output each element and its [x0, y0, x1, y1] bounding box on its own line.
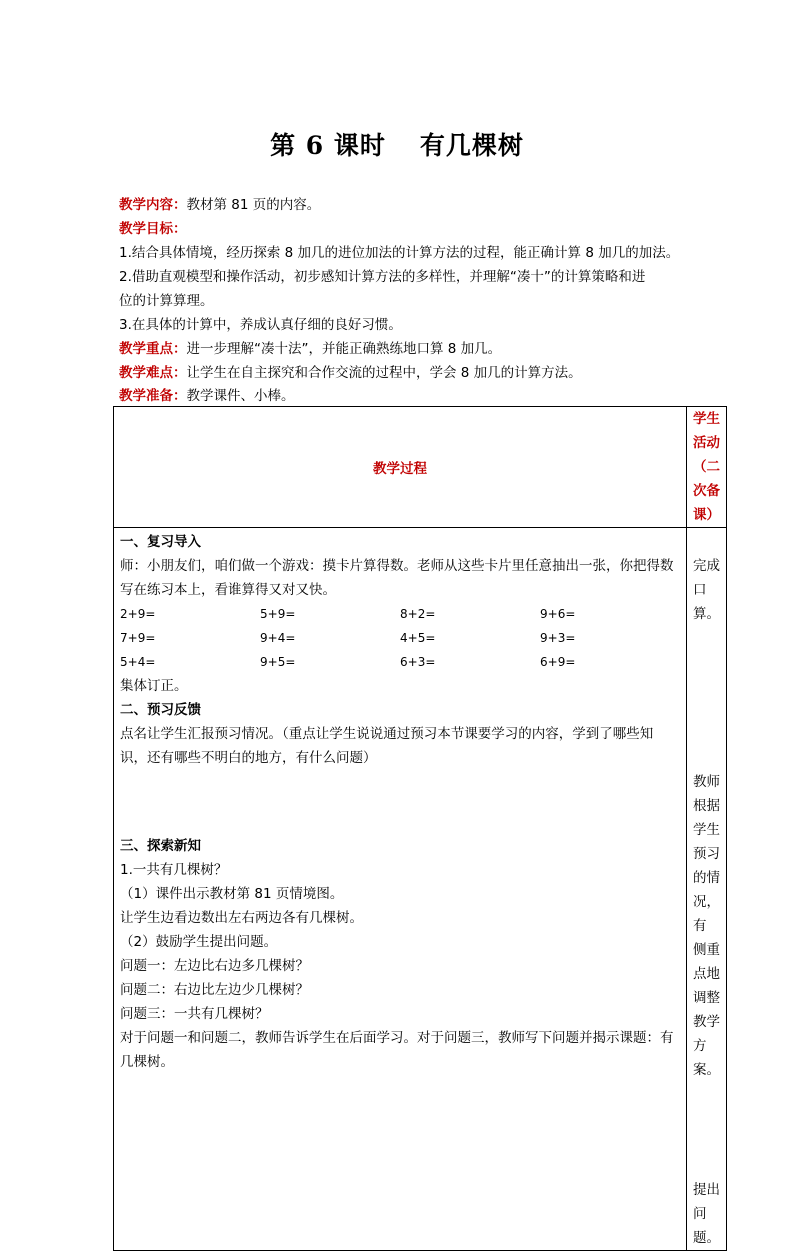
lesson-table [113, 406, 727, 1251]
equation: 7+9= [120, 631, 156, 645]
equation: 9+6= [540, 607, 576, 621]
title-part2: 有几棵树 [419, 131, 524, 160]
section3-line: 1.一共有几棵树？ [120, 862, 228, 878]
equation: 5+9= [260, 607, 296, 621]
teaching-preparation [119, 384, 709, 408]
key-label: 教学重点： [119, 341, 187, 357]
section1-heading: 一、复习导入 [120, 534, 201, 550]
side-note-2-line: 预习的情况，有 [693, 846, 720, 934]
title-part1: 第 6 课时 [270, 131, 386, 160]
content-text: 教材第 81 页的内容。 [186, 197, 321, 213]
header-teaching-process: 教学过程 [114, 407, 687, 528]
equation: 9+4= [260, 631, 296, 645]
table-header-row [114, 407, 727, 528]
equation: 8+2= [400, 607, 436, 621]
teaching-content [119, 193, 709, 217]
equation-row [120, 626, 680, 650]
section1-closing: 集体订正。 [120, 678, 188, 694]
lesson-title [0, 126, 794, 162]
goals-label: 教学目标： [119, 221, 187, 237]
section2-heading: 二、预习反馈 [120, 702, 201, 718]
difficult-label: 教学难点： [119, 365, 187, 381]
side-note-1: 完成口算。 [693, 558, 720, 622]
section3-line: 让学生边看边数出左右两边各有几棵树。 [120, 910, 363, 926]
section3-line: 问题三：一共有几棵树？ [120, 1006, 269, 1022]
key-text: 进一步理解“凑十法”，并能正确熟练地口算 8 加几。 [186, 341, 502, 357]
side-note-2-line: 教师根据学生 [693, 774, 720, 838]
blank-space [120, 770, 680, 834]
teaching-key-point [119, 337, 709, 361]
goal-2-line-2: 位的计算算理。 [119, 293, 214, 309]
equation: 6+9= [540, 655, 576, 669]
teaching-process-cell [114, 528, 687, 1251]
section3-line: （2）鼓励学生提出问题。 [120, 934, 278, 950]
goal-1: 1.结合具体情境，经历探索 8 加几的进位加法的计算方法的过程，能正确计算 8 加几的加法。 [119, 245, 680, 261]
equation: 9+5= [260, 655, 296, 669]
goal-2-line-1: 2.借助直观模型和操作活动，初步感知计算方法的多样性，并理解“凑十”的计算策略和进 [119, 269, 646, 285]
equation: 6+3= [400, 655, 436, 669]
side-spacer [693, 626, 720, 770]
table-body-row [114, 528, 727, 1251]
section2-text: 点名让学生汇报预习情况。（重点让学生说说通过预习本节课要学习的内容，学到了哪些知识，还有哪些不明白的地方，有什么问题） [120, 726, 654, 766]
side-note-2-line: 教学方案。 [693, 1014, 720, 1078]
section3-last-text: 对于问题一和问题二，教师告诉学生在后面学习。对于问题三，教师写下问题并揭示课题：有几棵树。 [120, 1030, 674, 1070]
equation-row [120, 650, 680, 674]
equation: 9+3= [540, 631, 576, 645]
header-side-line2: （二次备课） [693, 459, 720, 523]
side-note-3: 提出问题。 [693, 1182, 720, 1246]
section3-line: （1）课件出示教材第 81 页情境图。 [120, 886, 344, 902]
teaching-difficulty [119, 361, 709, 385]
side-note-2-line: 侧重点地调整 [693, 942, 720, 1006]
equation-row [120, 602, 680, 626]
side-spacer [693, 1082, 720, 1178]
content-label: 教学内容： [119, 197, 187, 213]
section3-line: 问题二：右边比左边少几棵树？ [120, 982, 309, 998]
header-student-activity [687, 407, 727, 528]
section1-teacher-text: 师：小朋友们，咱们做一个游戏：摸卡片算得数。老师从这些卡片里任意抽出一张，你把得数写在练习本上，看谁算得又对又快。 [120, 558, 674, 598]
section3-heading: 三、探索新知 [120, 838, 201, 854]
equation: 5+4= [120, 655, 156, 669]
equation: 4+5= [400, 631, 436, 645]
header-side-line1: 学生活动 [693, 411, 720, 451]
prep-text: 教学课件、小棒。 [186, 388, 295, 404]
student-activity-cell [687, 528, 727, 1251]
difficult-text: 让学生在自主探究和合作交流的过程中，学会 8 加几的计算方法。 [186, 365, 582, 381]
goal-3: 3.在具体的计算中，养成认真仔细的良好习惯。 [119, 317, 402, 333]
equation: 2+9= [120, 607, 156, 621]
section3-line: 问题一：左边比右边多几棵树？ [120, 958, 309, 974]
prep-label: 教学准备： [119, 388, 187, 404]
teaching-goals-heading [119, 217, 709, 241]
